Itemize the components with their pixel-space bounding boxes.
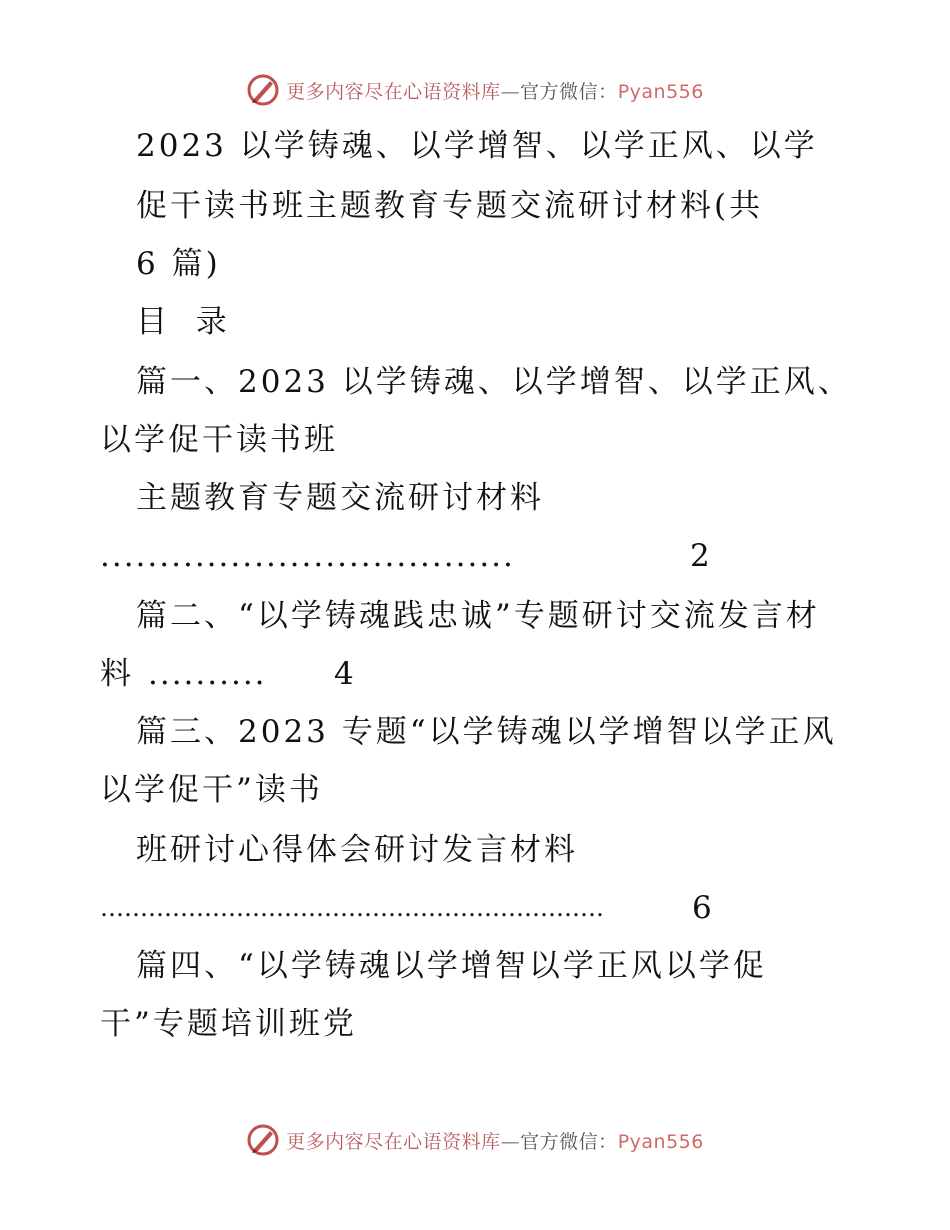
toc-entry-1-leader: ................................... — [100, 538, 515, 574]
document-title-line-2: 促干读书班主题教育专题交流研讨材料(共 — [136, 188, 764, 224]
toc-entry-4-line-2: 干”专题培训班党 — [100, 1006, 357, 1042]
pen-logo-icon — [246, 1123, 280, 1157]
toc-entry-3-page: 6 — [692, 890, 715, 926]
document-title-line-3: 6 篇) — [136, 246, 221, 282]
toc-entry-4-line-1: 篇四、“以学铸魂以学增智以学正风以学促 — [136, 948, 767, 984]
toc-entry-3-leader: ……………………………………………………… — [100, 894, 604, 922]
document-title-line-1: 2023 以学铸魂、以学增智、以学正风、以学 — [136, 128, 818, 164]
pen-logo-icon — [246, 73, 280, 107]
watermark-dash: — — [500, 1130, 521, 1153]
watermark-brand: 更多内容尽在心语资料库 — [286, 1130, 501, 1153]
toc-entry-1-line-1: 篇一、2023 以学铸魂、以学增智、以学正风、 — [136, 364, 852, 400]
toc-entry-2-page: 4 — [334, 656, 357, 692]
toc-entry-1-page: 2 — [690, 538, 713, 574]
toc-entry-1-line-3: 主题教育专题交流研讨材料 — [136, 480, 544, 516]
footer-watermark — [0, 1120, 950, 1160]
toc-entry-3-line-3: 班研讨心得体会研讨发言材料 — [136, 832, 578, 868]
toc-entry-1-line-2: 以学促干读书班 — [100, 422, 338, 458]
header-watermark — [0, 70, 950, 110]
toc-heading: 目 录 — [136, 304, 230, 340]
watermark-brand: 更多内容尽在心语资料库 — [286, 80, 501, 103]
toc-entry-3-line-1: 篇三、2023 专题“以学铸魂以学增智以学正风 — [136, 714, 837, 750]
toc-entry-2-line-1: 篇二、“以学铸魂践忠诚”专题研讨交流发言材 — [136, 598, 820, 634]
watermark-wechat-id: Pyan556 — [617, 80, 704, 103]
toc-entry-2-leader: .......... — [148, 656, 267, 692]
watermark-text — [286, 77, 704, 104]
watermark-wechat-id: Pyan556 — [617, 1130, 704, 1153]
watermark-contact: 官方微信： — [520, 80, 618, 103]
watermark-contact: 官方微信： — [520, 1130, 618, 1153]
watermark-text — [286, 1127, 704, 1154]
toc-entry-3-line-2: 以学促干”读书 — [100, 772, 323, 808]
watermark-dash: — — [500, 80, 521, 103]
toc-entry-2-line-2: 料 — [100, 656, 134, 692]
